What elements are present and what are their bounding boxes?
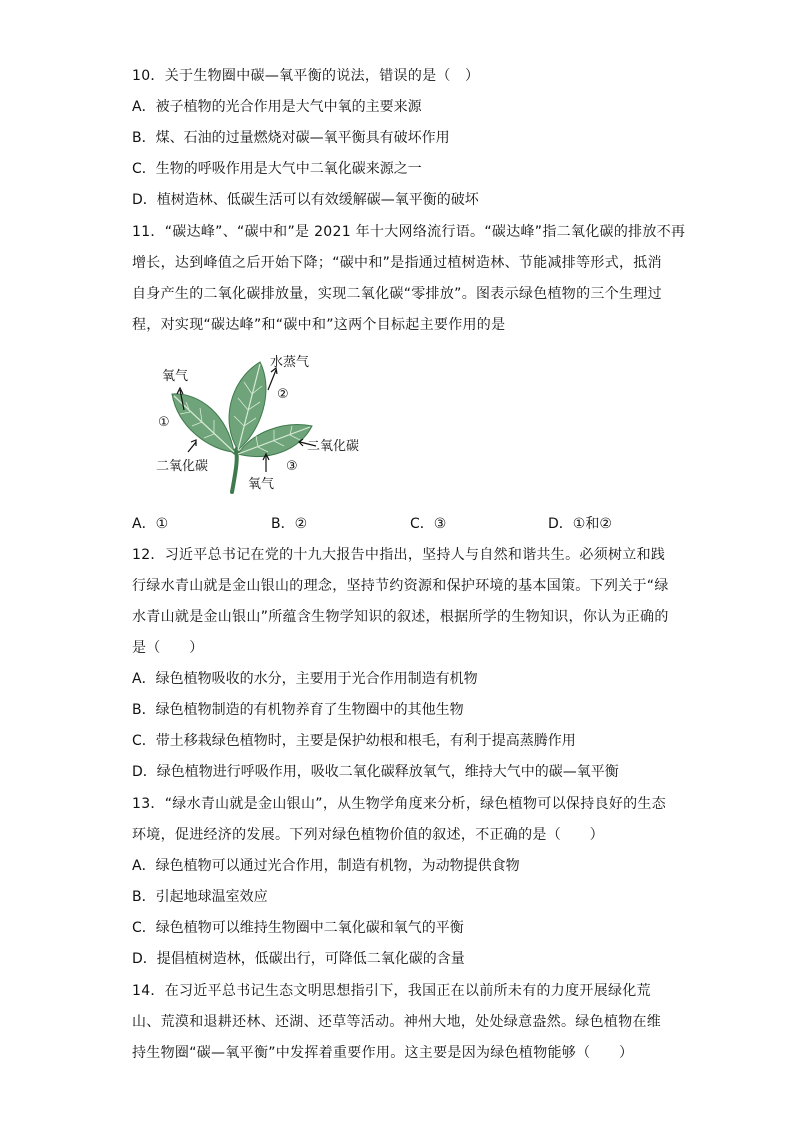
- label-o2-top: 氧气: [162, 369, 189, 384]
- q12-option-d: D．绿色植物进行呼吸作用，吸收二氧化碳释放氧气，维持大气中的碳—氧平衡: [132, 764, 619, 780]
- leaf-diagram-svg: [150, 350, 380, 510]
- label-o2-bottom: 氧气: [248, 477, 275, 492]
- q12-option-c: C．带土移栽绿色植物时，主要是保护幼根和根毛，有利于提高蒸腾作用: [132, 733, 576, 749]
- q10-option-d: D．植树造林、低碳生活可以有效缓解碳—氧平衡的破坏: [132, 192, 479, 208]
- q11-stem-line-3: 自身产生的二氧化碳排放量，实现二氧化碳“零排放”。图表示绿色植物的三个生理过: [132, 286, 662, 302]
- q12-stem-line-3: 水青山就是金山银山”所蕴含生物学知识的叙述，根据所学的生物知识，你认为正确的: [132, 609, 669, 625]
- q14-stem-line-2: 山、荒漠和退耕还林、还湖、还草等活动。神州大地，处处绿意盎然。绿色植物在维: [132, 1014, 662, 1030]
- q13-stem-line-1: 13．“绿水青山就是金山银山”，从生物学角度来分析，绿色植物可以保持良好的生态: [132, 796, 667, 812]
- label-co2-left: 二氧化碳: [156, 459, 209, 474]
- q11-option-d: D．①和②: [548, 516, 612, 532]
- q14-stem-line-1: 14．在习近平总书记生态文明思想指引下，我国正在以前所未有的力度开展绿化荒: [132, 983, 651, 999]
- label-process-2: ②: [277, 387, 289, 402]
- q11-option-a: A．①: [132, 516, 169, 532]
- q11-options: [132, 513, 652, 533]
- label-water-vapor: 水蒸气: [270, 355, 310, 370]
- leaf-diagram: [150, 350, 380, 510]
- q12-option-a: A．绿色植物吸收的水分，主要用于光合作用制造有机物: [132, 671, 478, 687]
- q11-stem-line-1: 11．“碳达峰”、“碳中和”是 2021 年十大网络流行语。“碳达峰”指二氧化碳的排放不再: [132, 224, 686, 240]
- leaf-stem: [232, 450, 237, 492]
- label-process-3: ③: [286, 459, 298, 474]
- q12-stem-line-4: 是（ ）: [132, 640, 204, 656]
- q13-option-b: B．引起地球温室效应: [132, 889, 268, 905]
- q12-stem-line-1: 12．习近平总书记在党的十九大报告中指出，坚持人与自然和谐共生。必须树立和践: [132, 547, 666, 563]
- q12-option-b: B．绿色植物制造的有机物养育了生物圈中的其他生物: [132, 702, 464, 718]
- label-process-1: ①: [158, 415, 170, 430]
- q11-stem-line-4: 程，对实现“碳达峰”和“碳中和”这两个目标起主要作用的是: [132, 317, 506, 333]
- q10-stem: 10．关于生物圈中碳—氧平衡的说法，错误的是（ ）: [132, 68, 480, 84]
- q13-option-a: A．绿色植物可以通过光合作用，制造有机物，为动物提供食物: [132, 858, 520, 874]
- label-co2-right: 二氧化碳: [307, 439, 360, 454]
- q11-option-c: C．③: [410, 516, 447, 532]
- q12-stem-line-2: 行绿水青山就是金山银山的理念，坚持节约资源和保护环境的基本国策。下列关于“绿: [132, 578, 669, 594]
- q11-stem-line-2: 增长，达到峰值之后开始下降；“碳中和”是指通过植树造林、节能减排等形式，抵消: [132, 255, 662, 271]
- q13-stem-line-2: 环境，促进经济的发展。下列对绿色植物价值的叙述，不正确的是（ ）: [132, 827, 604, 843]
- q11-option-b: B．②: [271, 516, 308, 532]
- q13-option-c: C．绿色植物可以维持生物圈中二氧化碳和氧气的平衡: [132, 920, 464, 936]
- q10-option-a: A．被子植物的光合作用是大气中氧的主要来源: [132, 99, 422, 115]
- arrow-water-vapor: [268, 370, 276, 390]
- q10-option-b: B．煤、石油的过量燃烧对碳—氧平衡具有破坏作用: [132, 130, 450, 146]
- arrow-co2-left: [188, 442, 196, 452]
- q13-option-d: D．提倡植树造林，低碳出行，可降低二氧化碳的含量: [132, 951, 465, 967]
- q10-option-c: C．生物的呼吸作用是大气中二氧化碳来源之一: [132, 161, 422, 177]
- q14-stem-line-3: 持生物圈“碳—氧平衡”中发挥着重要作用。这主要是因为绿色植物能够（ ）: [132, 1045, 634, 1061]
